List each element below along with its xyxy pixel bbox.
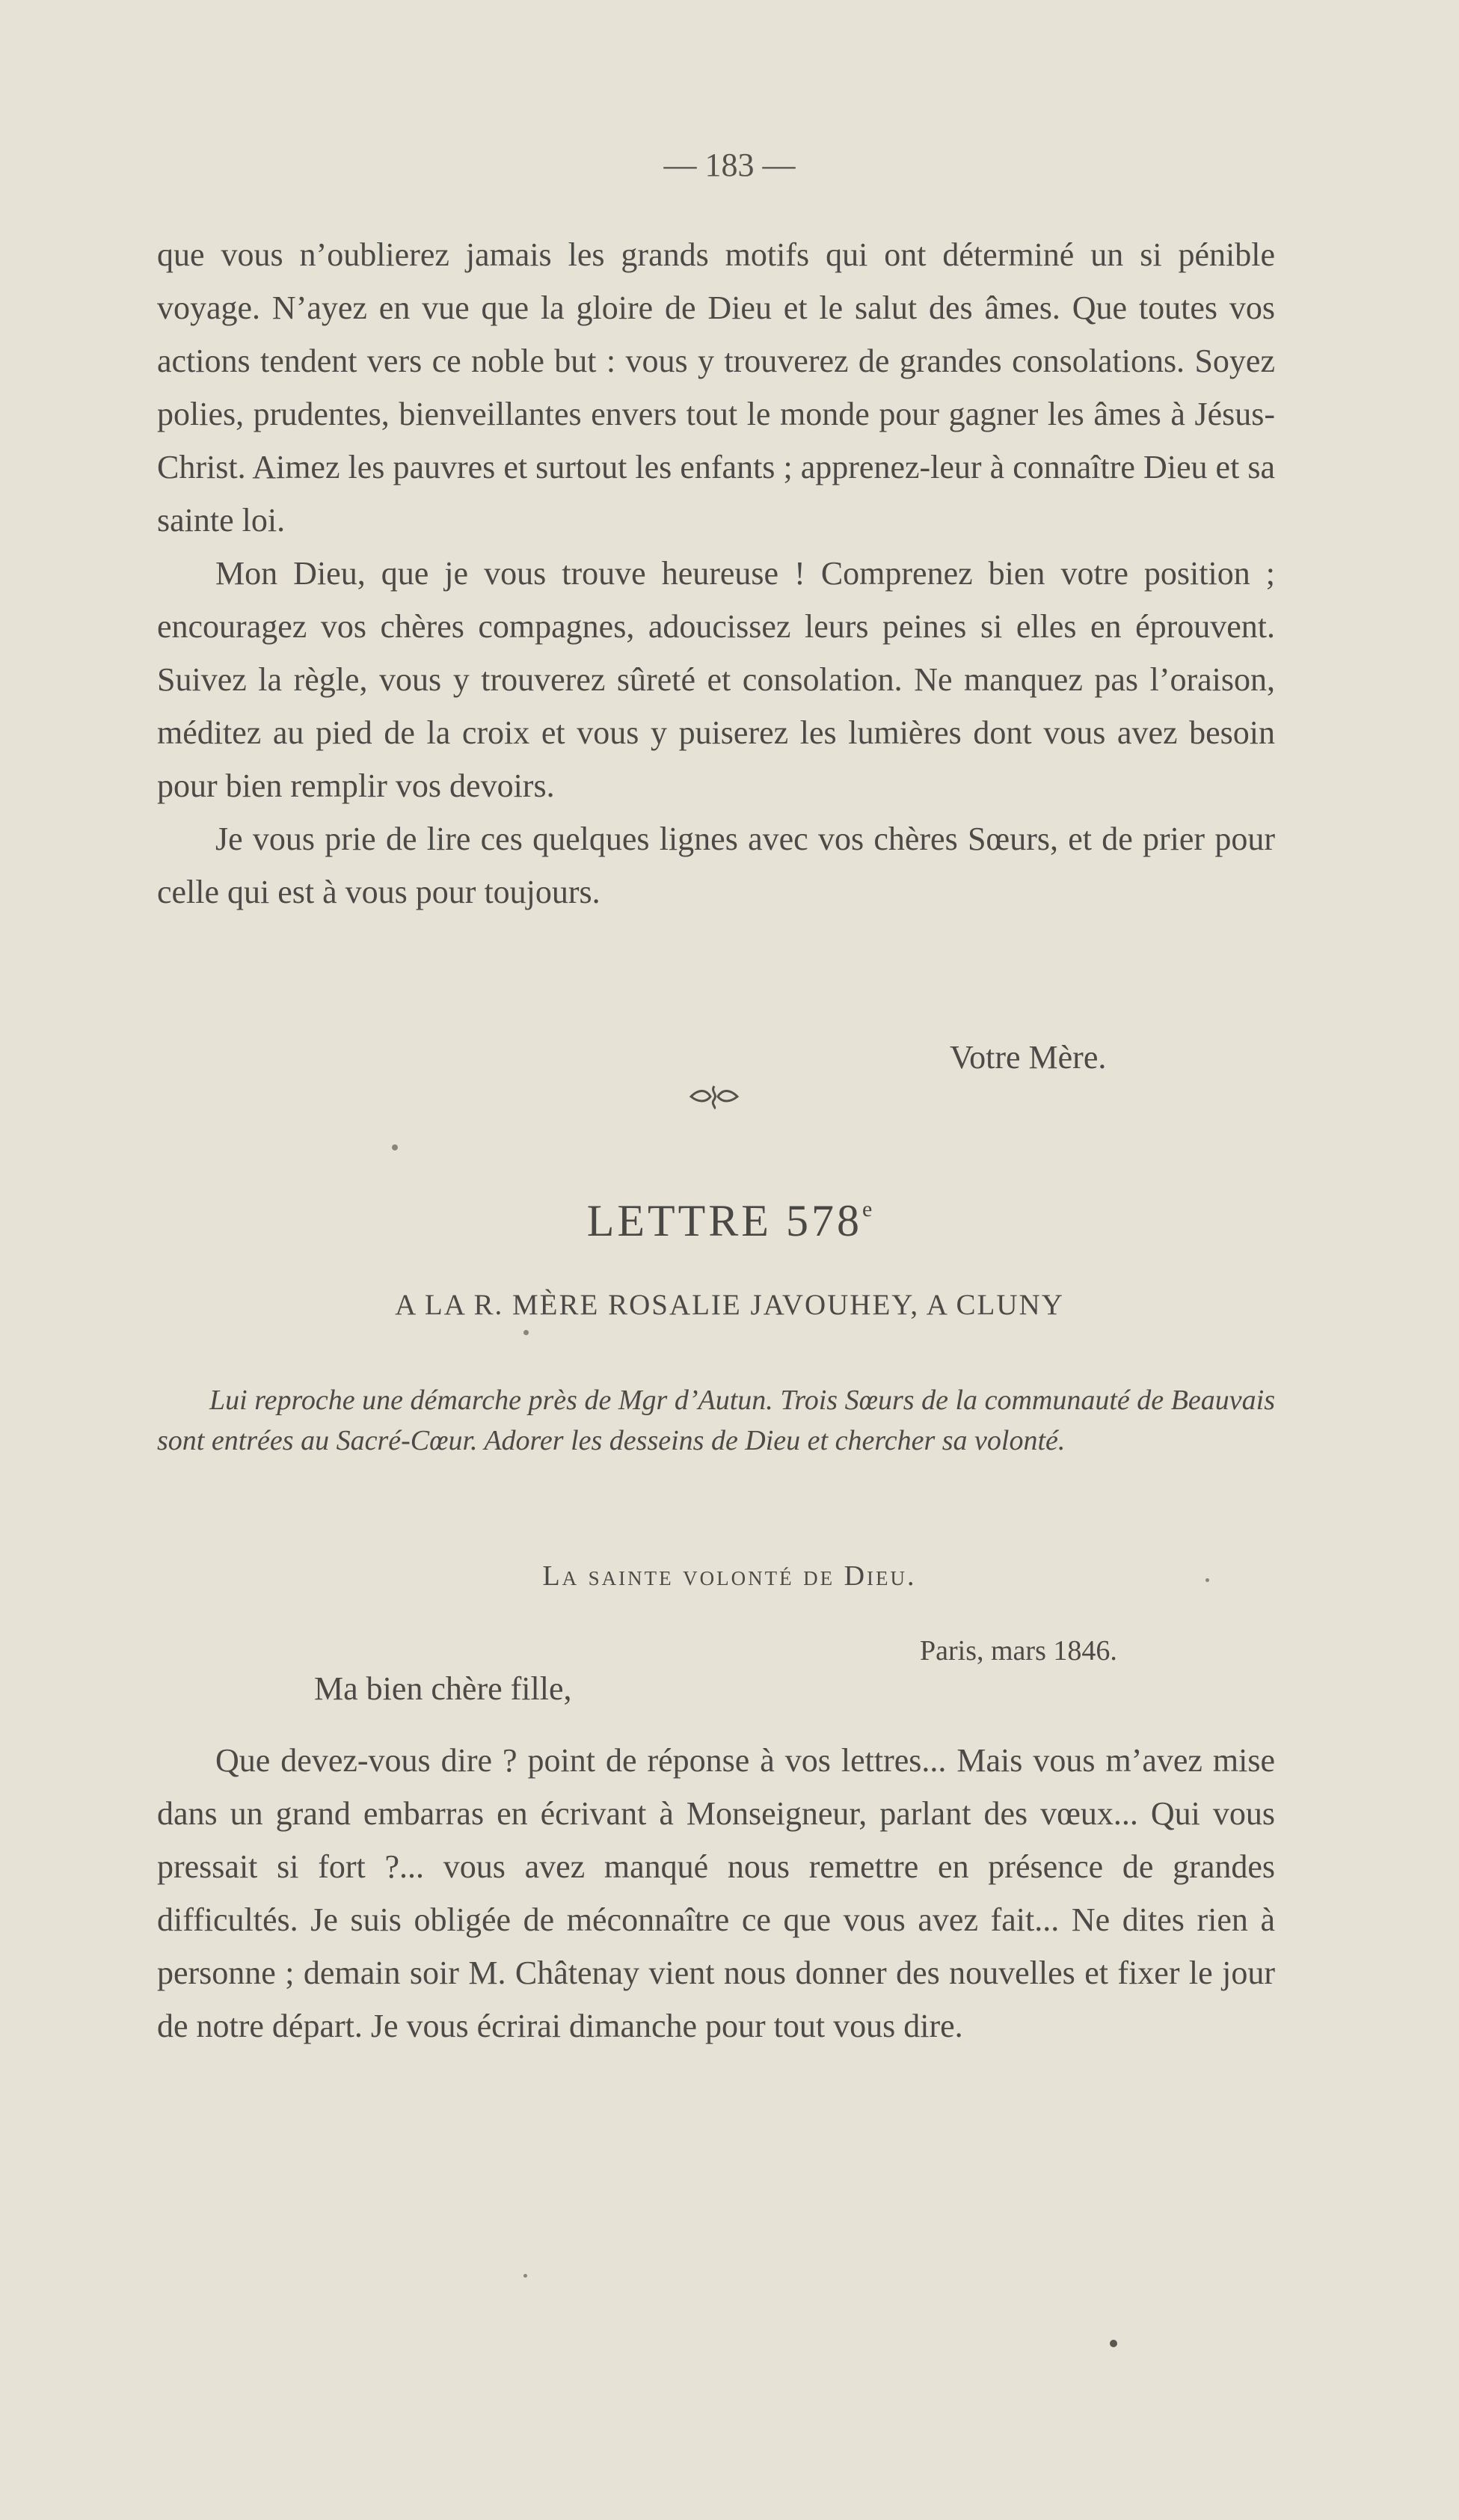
letter-body (157, 1734, 1275, 2053)
page-number: — 183 — (663, 147, 796, 183)
paragraph: Mon Dieu, que je vous trouve heureuse ! Comprenez bien votre position ; encouragez vos chères compagnes, adoucissez leurs peines si elles en éprouvent. Suivez la règle, vous y trouverez sûreté et consolation. Ne manquez pas l’oraison, méditez au pied de la croix et vous y puiserez les lumières dont vous avez besoin pour bien remplir vos devoirs. (157, 555, 1275, 804)
letter-title-suffix: e (861, 1197, 873, 1221)
fleuron-icon (688, 1082, 740, 1112)
paper-speck (523, 1330, 529, 1335)
paper-speck (392, 1144, 398, 1150)
previous-letter-body (157, 228, 1275, 919)
section-heading: La sainte volonté de Dieu. (542, 1560, 917, 1592)
dateline: Paris, mars 1846. (920, 1635, 1117, 1667)
paper-speck (523, 2274, 527, 2278)
salutation: Ma bien chère fille, (314, 1670, 572, 1707)
letter-title-text: LETTRE 578 (586, 1196, 862, 1245)
paper-speck (1205, 1578, 1209, 1582)
signature: Votre Mère. (950, 1039, 1107, 1076)
paper-speck (1110, 2340, 1117, 2347)
letter-title (0, 1195, 1459, 1247)
letter-addressee: A LA R. MÈRE ROSALIE JAVOUHEY, A CLUNY (395, 1289, 1064, 1321)
paragraph: Je vous prie de lire ces quelques lignes avec vos chères Sœurs, et de prier pour celle qui est à vous pour toujours. (157, 821, 1275, 910)
paragraph: Que devez-vous dire ? point de réponse à vos lettres... Mais vous m’avez mise dans un grand embarras en écrivant à Monseigneur, parlant des vœux... Qui vous pressait si fort ?... vous avez manqué nous remettre en présence de grandes difficultés. Je suis obligée de méconnaître ce que vous avez fait... Ne dites rien à personne ; demain soir M. Châtenay vient nous donner des nouvelles et fixer le jour de notre départ. Je vous écrirai dimanche pour tout vous dire. (157, 1742, 1275, 2044)
paragraph: que vous n’oublierez jamais les grands motifs qui ont déterminé un si pénible voyage. N’ayez en vue que la gloire de Dieu et le salut des âmes. Que toutes vos actions tendent vers ce noble but : vous y trouverez de grandes consolations. Soyez polies, prudentes, bienveillantes envers tout le monde pour gagner les âmes à Jésus-Christ. Aimez les pauvres et surtout les enfants ; apprenez-leur à connaître Dieu et sa sainte loi. (157, 236, 1275, 539)
letter-summary: Lui reproche une démarche près de Mgr d’Autun. Trois Sœurs de la communauté de Beauvais sont entrées au Sacré-Cœur. Adorer les desseins de Dieu et chercher sa volonté. (157, 1385, 1275, 1456)
